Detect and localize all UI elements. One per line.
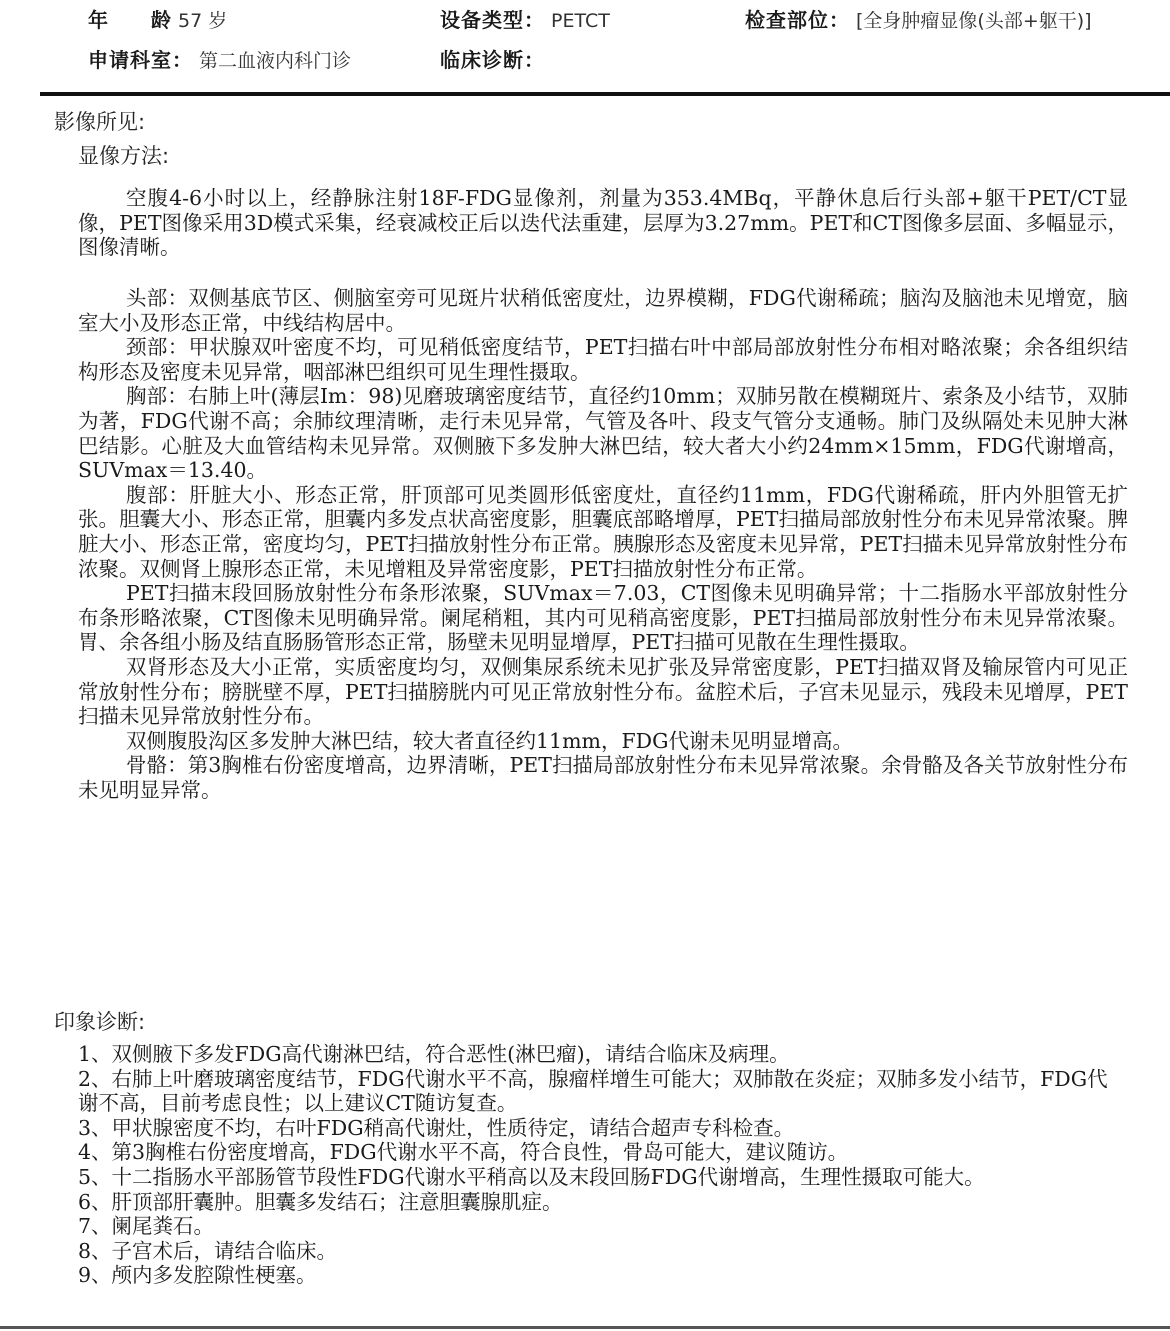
finding-abdomen: 腹部：肝脏大小、形态正常，肝顶部可见类圆形低密度灶，直径约11mm，FDG代谢稀疏，肝内外胆管无扩张。胆囊大小、形态正常，胆囊内多发点状高密度影，胆囊底部略增厚，PET扫描局部放射性分布未见异常浓聚。脾脏大小、形态正常，密度均匀，PET扫描放射性分布正常。胰腺形态及密度未见异常，PET扫描未见异常放射性分布浓聚。双侧肾上腺形态正常，未见增粗及异常密度影，PET扫描放射性分布正常。: [78, 482, 1128, 581]
footer-divider: [0, 1326, 1170, 1329]
dept-field: [88, 42, 351, 79]
impression-item: 5、十二指肠水平部肠管节段性FDG代谢水平稍高以及末段回肠FDG代谢增高，生理性摄取可能大。: [78, 1164, 985, 1189]
impression-item: 3、甲状腺密度不均，右叶FDG稍高代谢灶，性质待定，请结合超声专科检查。: [78, 1115, 795, 1140]
finding-inguinal: 双侧腹股沟区多发肿大淋巴结，较大者直径约11mm，FDG代谢未见明显增高。: [126, 728, 853, 753]
impression-item: 2、右肺上叶磨玻璃密度结节，FDG代谢水平不高，腺瘤样增生可能大；双肺散在炎症；双肺多发小结节，FDG代谢不高，目前考虑良性；以上建议CT随访复查。: [78, 1066, 1108, 1116]
impression-title: 印象诊断:: [54, 1010, 146, 1034]
impression-item: 8、子宫术后，请结合临床。: [78, 1238, 338, 1263]
device-label: 设备类型：: [440, 8, 545, 32]
finding-neck: 颈部：甲状腺双叶密度不均，可见稍低密度结节，PET扫描右叶中部局部放射性分布相对略浓聚；余各组织结构形态及密度未见异常，咽部淋巴组织可见生理性摄取。: [78, 335, 1128, 384]
diag-field: [440, 42, 551, 79]
impression-item: 1、双侧腋下多发FDG高代谢淋巴结，符合恶性(淋巴瘤)，请结合临床及病理。: [78, 1042, 790, 1066]
age-field: [88, 2, 227, 39]
age-label: 年 龄: [88, 8, 172, 32]
finding-bone: 骨骼：第3胸椎右份密度增高，边界清晰，PET扫描局部放射性分布未见异常浓聚。余骨骼及各关节放射性分布未见明显异常。: [78, 753, 1128, 802]
diag-label: 临床诊断：: [440, 48, 545, 72]
dept-value: 第二血液内科门诊: [199, 50, 352, 72]
dept-label: 申请科室：: [88, 48, 193, 72]
findings-title: 影像所见:: [54, 110, 146, 134]
method-paragraph: 空腹4-6小时以上，经静脉注射18F-FDG显像剂，剂量为353.4MBq，平静休息后行头部+躯干PET/CT显像，PET图像采用3D模式采集，经衰减校正后以迭代法重建，层厚为3.27mm。PET和CT图像多层面、多幅显示，图像清晰。: [78, 186, 1128, 260]
method-title: 显像方法:: [78, 144, 170, 168]
finding-intestine: PET扫描末段回肠放射性分布条形浓聚，SUVmax＝7.03，CT图像未见明确异常；十二指肠水平部放射性分布条形略浓聚，CT图像未见明确异常。阑尾稍粗，其内可见稍高密度影，PET扫描局部放射性分布未见异常浓聚。胃、余各组小肠及结直肠肠管形态正常，肠壁未见明显增厚，PET扫描可见散在生理性摄取。: [78, 581, 1128, 655]
impression-item: 9、颅内多发腔隙性梗塞。: [78, 1263, 317, 1288]
header-row-1: [0, 2, 1170, 42]
finding-kidney: 双肾形态及大小正常，实质密度均匀，双侧集尿系统未见扩张及异常密度影，PET扫描双肾及输尿管内可见正常放射性分布；膀胱壁不厚，PET扫描膀胱内可见正常放射性分布。盆腔术后，子宫未见显示，残段未见增厚，PET扫描未见异常放射性分布。: [78, 654, 1128, 729]
finding-chest: 胸部：右肺上叶(薄层Im：98)见磨玻璃密度结节，直径约10mm；双肺另散在模糊斑片、索条及小结节，双肺为著，FDG代谢不高；余肺纹理清晰，走行未见异常，气管及各叶、段支气管分支通畅。肺门及纵隔处未见肿大淋巴结影。心脏及大血管结构未见异常。双侧腋下多发肿大淋巴结，较大者大小约24mm×15mm，FDG代谢增高，SUVmax＝13.40。: [78, 384, 1128, 483]
impression-list: [78, 1042, 1128, 1288]
device-value: PETCT: [551, 10, 610, 32]
header-row-2: [0, 42, 1170, 82]
header-divider: [40, 92, 1170, 96]
site-label: 检查部位：: [745, 8, 850, 32]
impression-item: 6、肝顶部肝囊肿。胆囊多发结石；注意胆囊腺肌症。: [78, 1189, 563, 1214]
age-value: 57 岁: [178, 10, 228, 32]
site-field: [745, 2, 1092, 39]
site-value: [全身肿瘤显像(头部+躯干)]: [856, 10, 1092, 32]
findings-body: [78, 286, 1128, 802]
impression-item: 7、阑尾粪石。: [78, 1214, 215, 1239]
method-text-block: [78, 186, 1128, 260]
finding-head: 头部：双侧基底节区、侧脑室旁可见斑片状稍低密度灶，边界模糊，FDG代谢稀疏；脑沟及脑池未见增宽，脑室大小及形态正常，中线结构居中。: [78, 286, 1128, 335]
impression-item: 4、第3胸椎右份密度增高，FDG代谢水平不高，符合良性，骨岛可能大，建议随访。: [78, 1140, 849, 1165]
device-field: [440, 2, 610, 39]
